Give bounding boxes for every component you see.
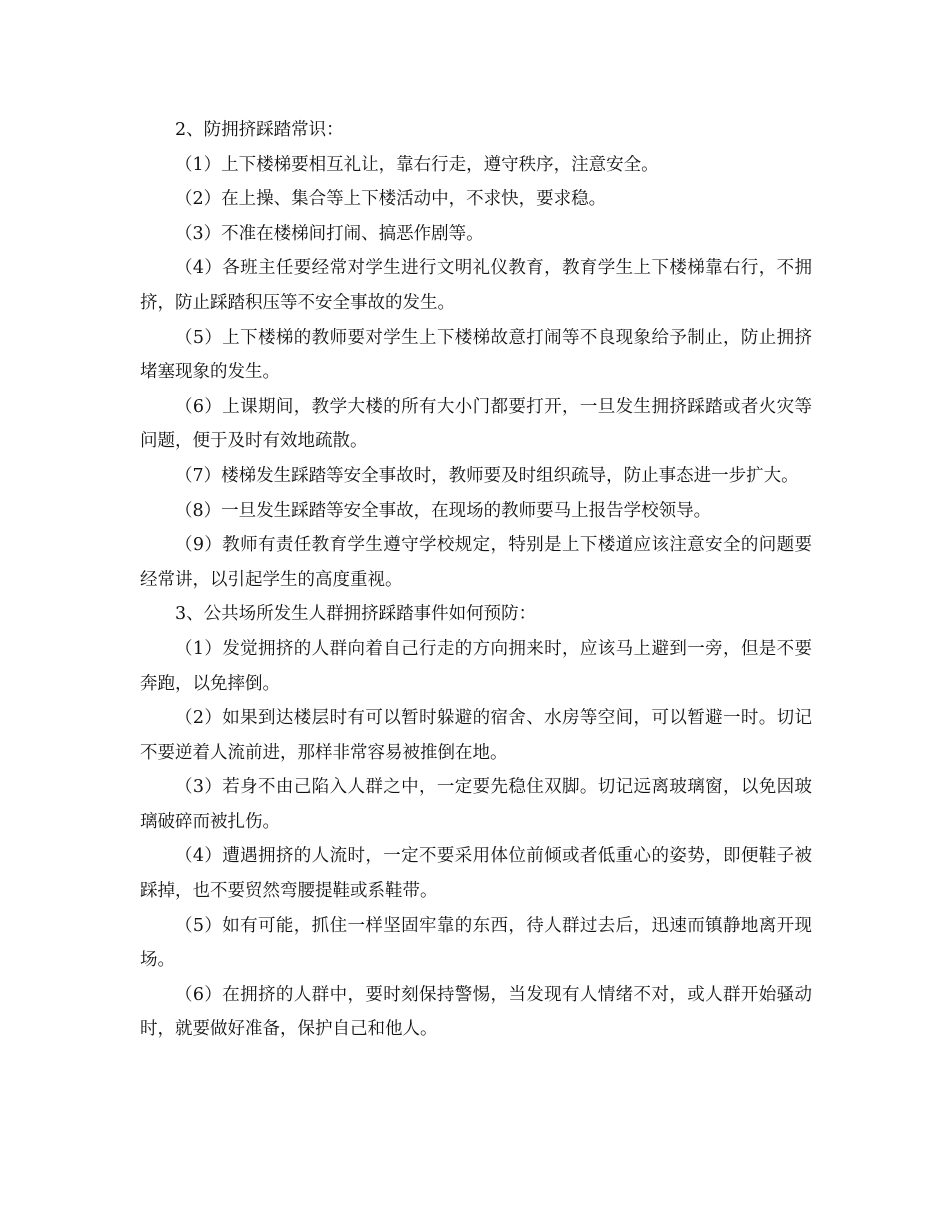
paragraph-item-6: （6）在拥挤的人群中，要时刻保持警惕，当发现有人情绪不对，或人群开始骚动时，就要做好准备，保护自己和他人。 — [140, 984, 812, 1040]
section-heading-2: 2、防拥挤踩踏常识： — [175, 120, 344, 140]
paragraph-item-2: （2）在上操、集合等上下楼活动中，不求快，要求稳。 — [175, 189, 607, 210]
section-heading-3: 3、公共场所发生人群拥挤踩踏事件如何预防： — [175, 604, 537, 625]
paragraph-item-1: （1）发觉拥挤的人群向着自己行走的方向拥来时，应该马上避到一旁，但是不要奔跑，以免摔倒。 — [140, 638, 812, 694]
paragraph-item-2: （2）如果到达楼层时有可以暂时躲避的宿舍、水房等空间，可以暂避一时。切记不要逆着人流前进，那样非常容易被推倒在地。 — [140, 708, 812, 763]
paragraph-item-3: （3）不准在楼梯间打闹、搞恶作剧等。 — [175, 223, 484, 244]
paragraph-item-7: （7）楼梯发生踩踏等安全事故时，教师要及时组织疏导，防止事态进一步扩大。 — [175, 465, 799, 486]
paragraph-item-8: （8）一旦发生踩踏等安全事故，在现场的教师要马上报告学校领导。 — [175, 500, 712, 521]
paragraph-item-5: （5）如有可能，抓住一样坚固牢靠的东西，待人群过去后，迅速而镇静地离开现场。 — [140, 915, 812, 971]
paragraph-item-4: （4）各班主任要经常对学生进行文明礼仪教育，教育学生上下楼梯靠右行，不拥挤，防止踩踏积压等不安全事故的发生。 — [140, 258, 812, 313]
paragraph-item-5: （5）上下楼梯的教师要对学生上下楼梯故意打闹等不良现象给予制止，防止拥挤堵塞现象的发生。 — [140, 327, 812, 383]
paragraph-item-1: （1）上下楼梯要相互礼让，靠右行走，遵守秩序，注意安全。 — [175, 154, 659, 175]
document-page — [140, 113, 812, 1047]
paragraph-item-9: （9）教师有责任教育学生遵守学校规定，特别是上下楼道应该注意安全的问题要经常讲，以引起学生的高度重视。 — [140, 535, 812, 590]
paragraph-item-3: （3）若身不由己陷入人群之中，一定要先稳住双脚。切记远离玻璃窗，以免因玻璃破碎而被扎伤。 — [140, 777, 812, 832]
paragraph-item-6: （6）上课期间，教学大楼的所有大小门都要打开，一旦发生拥挤踩踏或者火灾等问题，便于及时有效地疏散。 — [140, 396, 812, 452]
paragraph-item-4: （4）遭遇拥挤的人流时，一定不要采用体位前倾或者低重心的姿势，即便鞋子被踩掉，也不要贸然弯腰提鞋或系鞋带。 — [140, 846, 812, 902]
